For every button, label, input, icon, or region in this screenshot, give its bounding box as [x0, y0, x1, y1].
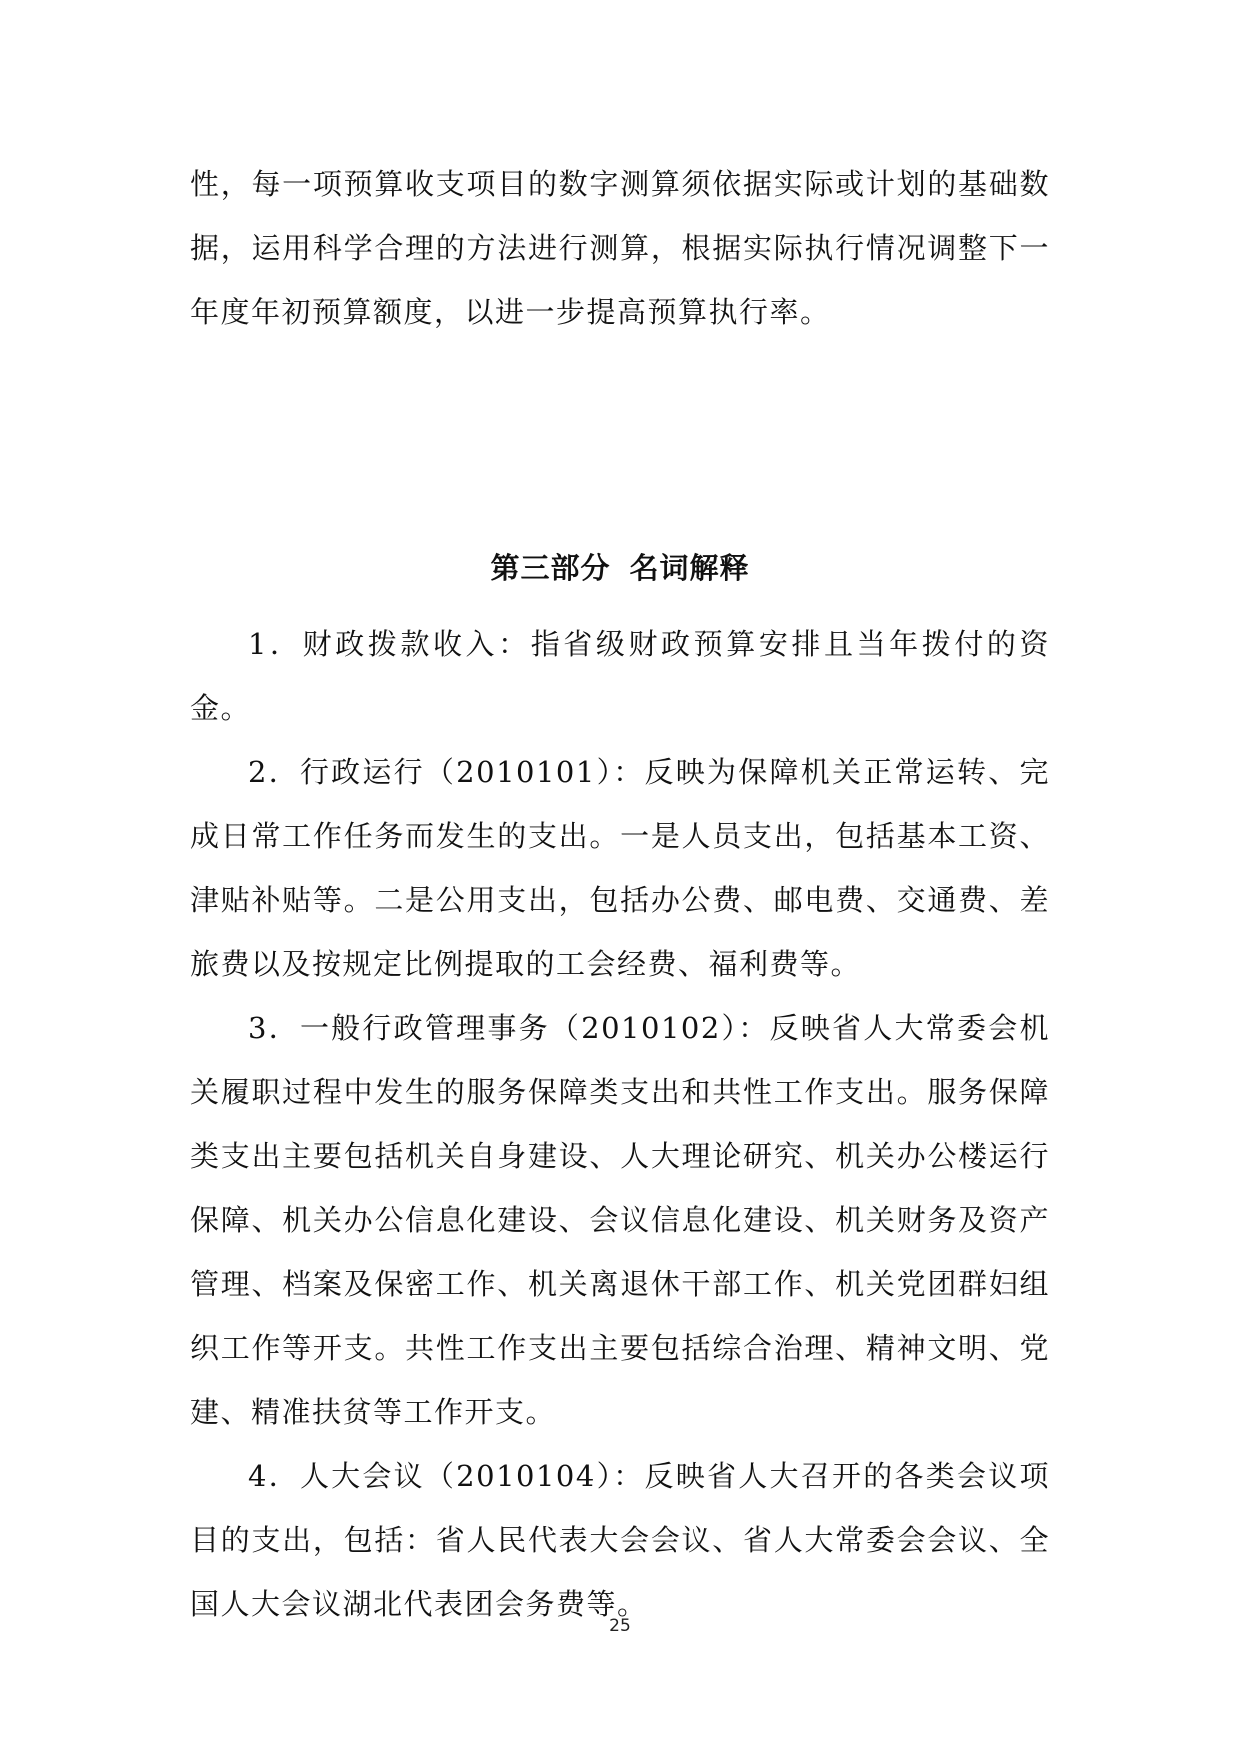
intro-paragraph: 性，每一项预算收支项目的数字测算须依据实际或计划的基础数据，运用科学合理的方法进行测算，根据实际执行情况调整下一年度年初预算额度，以进一步提高预算执行率。 [190, 167, 1050, 329]
page-number: 25 [609, 1616, 631, 1636]
definition-item-1: 1．财政拨款收入：指省级财政预算安排且当年拨付的资金。 [190, 627, 1050, 725]
definition-item-4: 4．人大会议（2010104）：反映省人大召开的各类会议项目的支出，包括：省人民代表大会会议、省人大常委会会议、全国人大会议湖北代表团会务费等。 [190, 1459, 1050, 1621]
definitions-list [190, 612, 1050, 1636]
section-title: 第三部分 名词解释 [490, 551, 750, 585]
definition-item-2: 2．行政运行（2010101）：反映为保障机关正常运转、完成日常工作任务而发生的支出。一是人员支出，包括基本工资、津贴补贴等。二是公用支出，包括办公费、邮电费、交通费、差旅费以及按规定比例提取的工会经费、福利费等。 [190, 755, 1050, 981]
definition-item-3: 3．一般行政管理事务（2010102）：反映省人大常委会机关履职过程中发生的服务保障类支出和共性工作支出。服务保障类支出主要包括机关自身建设、人大理论研究、机关办公楼运行保障、机关办公信息化建设、会议信息化建设、机关财务及资产管理、档案及保密工作、机关离退休干部工作、机关党团群妇组织工作等开支。共性工作支出主要包括综合治理、精神文明、党建、精准扶贫等工作开支。 [190, 1011, 1050, 1429]
